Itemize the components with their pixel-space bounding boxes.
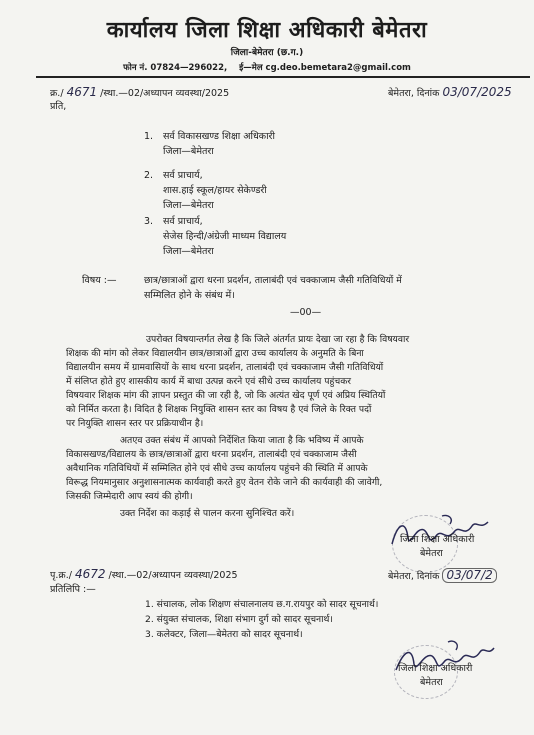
reference-date-line [388,86,512,100]
para1-line-1: उपरोक्त विषयान्तर्गत लेख है कि जिले अंतर्गत प्रायः देखा जा रहा है कि विषयवार [146,334,410,345]
office-subtitle: जिला-बेमेतरा (छ.ग.) [230,48,304,58]
recipient-2-line-1: सर्व प्राचार्य, [163,170,203,181]
email-address: ई—मेल cg.deo.bemetara2@gmail.com [239,63,411,73]
subject-label: विषय :— [82,275,117,286]
signatory-1-title: जिला शिक्षा अधिकारी [400,534,475,545]
para1-line-3: विद्यालयीन समय में ग्रामवासियों के साथ धरना प्रदर्शन, तालाबंदी एवं चक्काजाम जैसी गतिविधियों [66,362,384,373]
endorsement-suffix: /स्था.—02/अध्यापन व्यवस्था/2025 [108,570,238,581]
para1-line-2: शिक्षक की मांग को लेकर विद्यालयीन छात्र/छात्राओं द्वारा उच्च कार्यालय के अनुमति के बिना [66,348,364,359]
signatory-2-title: जिला शिक्षा अधिकारी [398,663,473,674]
header-divider [36,76,530,78]
signatory-2-place: बेमेतरा [420,677,443,688]
copy-to-label: प्रतिलिपि :— [50,584,96,595]
endorsement-line [50,568,238,582]
recipient-3-num: 3. [144,216,154,227]
recipient-1-line-2: जिला—बेमेतरा [163,146,214,157]
para2-line-1: अतएव उक्त संबंध में आपको निर्देशित किया जाता है कि भविष्य में आपके [120,435,364,446]
recipient-2-num: 2. [144,170,154,181]
copy-item-1: 1. संचालक, लोक शिक्षण संचालनालय छ.ग.रायपुर को सादर सूचनार्थ। [145,599,379,610]
reference-place: बेमेतरा, दिनांक [388,88,440,99]
prati-label: प्रति, [50,101,67,112]
para1-line-7: पर नियुक्ति शासन स्तर पर प्रक्रियाधीन है। [66,418,204,429]
subject-separator: —00— [290,307,322,318]
recipient-1-line-1: सर्व विकासखण्ड शिक्षा अधिकारी [163,131,275,142]
reference-number: 4671 [66,85,98,99]
para2-line-4: विरूद्ध नियमानुसार अनुशासनात्मक कार्यवाही करते हुए वेतन रोके जाने की कार्यवाही की जावेगी, [66,477,383,488]
reference-date: 03/07/2025 [442,85,512,99]
endorsement-date: 03/07/2 [442,568,496,583]
para3-line: उक्त निर्देश का कड़ाई से पालन करना सुनिश्चित करें। [120,508,295,519]
endorsement-number: 4672 [74,567,106,581]
para2-line-2: विकासखण्ड/विद्यालय के छात्र/छात्राओं द्वारा धरना प्रदर्शन, तालाबंदी एवं चक्काजाम जैसी [66,449,357,460]
para1-line-5: विषयवार शिक्षक मांग की ज्ञापन प्रस्तुत की जा रही है, जो कि अत्यंत खेद पूर्ण एवं अप्रिय स्थितियों [66,390,386,401]
para2-line-3: अवैधानिक गतिविधियों में सम्मिलित होने एवं सीधे उच्च कार्यालय पहुंचने की स्थिति में आपके [66,463,368,474]
endorsement-prefix: पृ.क्र./ [50,570,72,581]
copy-item-2: 2. संयुक्त संचालक, शिक्षा संभाग दुर्ग को सादर सूचनार्थ। [145,614,333,625]
reference-suffix: /स्था.—02/अध्यापन व्यवस्था/2025 [100,88,230,99]
office-title: कार्यालय जिला शिक्षा अधिकारी बेमेतरा [106,18,428,43]
recipient-3-line-1: सर्व प्राचार्य, [163,216,203,227]
signatory-1-place: बेमेतरा [420,548,443,559]
recipient-1-num: 1. [144,131,154,142]
copy-item-3: 3. कलेक्टर, जिला—बेमेतरा को सादर सूचनार्थ। [145,629,303,640]
office-contact [0,62,534,73]
subject-line-1: छात्र/छात्राओं द्वारा धरना प्रदर्शन, तालाबंदी एवं चक्काजाम जैसी गतिविधियों में [144,275,402,286]
subject-line-2: सम्मिलित होने के संबंध में। [144,290,235,301]
recipient-2-line-2: शास.हाई स्कूल/हायर सेकेण्डरी [163,185,267,196]
recipient-3-line-2: सेजेस हिन्दी/अंग्रेजी माध्यम विद्यालय [163,231,287,242]
phone-number: फोन नं. 07824—296022, [123,63,228,73]
para1-line-4: में संलिप्त होते हुए शासकीय कार्य में बाधा उत्पन्न करने एवं सीधे उच्च कार्यालय पहुंचकर [66,376,352,387]
para1-line-6: को निर्मित करता है। विदित है शिक्षक नियुक्ति शासन स्तर का विषय है एवं जिले के रिक्त पदों [66,404,372,415]
endorsement-date-line [388,568,497,583]
recipient-2-line-3: जिला—बेमेतरा [163,200,214,211]
reference-prefix: क्र./ [50,88,64,99]
para2-line-5: जिसकी जिम्मेदारी आप स्वयं की होगी। [66,491,193,502]
reference-line [50,86,229,100]
recipient-3-line-3: जिला—बेमेतरा [163,246,214,257]
endorsement-place: बेमेतरा, दिनांक [388,571,440,582]
